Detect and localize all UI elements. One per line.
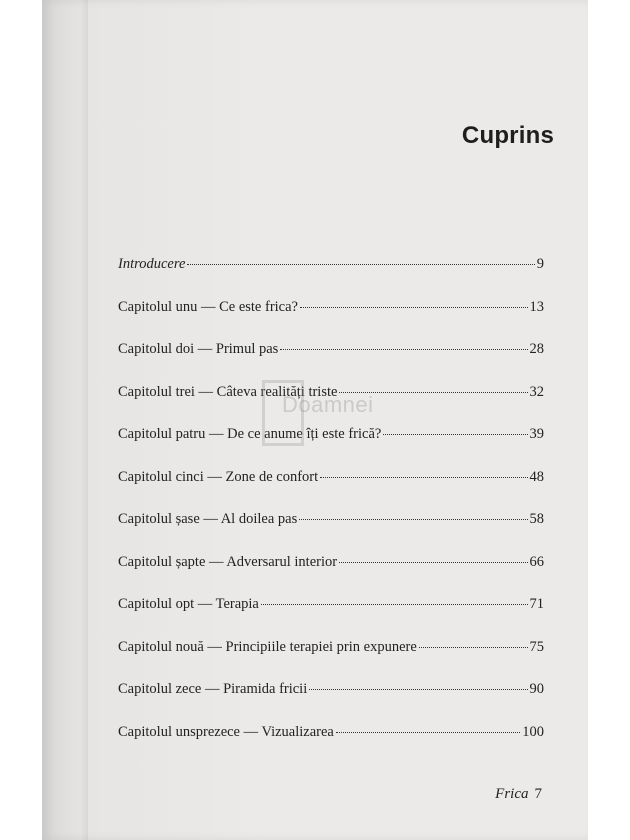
toc-entry-page: 32	[529, 383, 544, 400]
toc-entry	[118, 256, 544, 299]
toc-entry-page: 66	[529, 553, 544, 570]
toc-entry	[118, 639, 544, 682]
toc-dot-leader	[300, 307, 528, 308]
toc-entry-label: Capitolul trei — Câteva realități triste	[118, 383, 338, 400]
toc-entry-page: 58	[529, 511, 544, 527]
toc-entry-page: 75	[529, 638, 544, 655]
watermark	[258, 378, 374, 450]
toc-dot-leader	[187, 264, 534, 265]
toc-entry-label: Capitolul opt — Terapia	[118, 596, 259, 612]
toc-entry-page: 13	[529, 298, 544, 315]
toc-entry	[118, 596, 544, 639]
page-fold-shadow	[80, 0, 88, 840]
watermark-text: Doamnei	[282, 392, 374, 417]
toc-entry-label: Capitolul patru — De ce anume îți este frică?	[118, 426, 382, 442]
page-number: 7	[534, 786, 542, 802]
toc-entry-label: Capitolul unsprezece — Vizualizarea	[118, 723, 334, 740]
toc-entry-label: Capitolul nouă — Principiile terapiei prin expunere	[118, 638, 417, 655]
toc-dot-leader	[336, 732, 520, 733]
toc-entry-label: Capitolul unu — Ce este frica?	[118, 298, 298, 315]
toc-entry	[118, 511, 544, 554]
toc-entry-page: 100	[522, 723, 544, 740]
toc-entry-page: 39	[529, 426, 544, 442]
toc-entry-page: 90	[529, 681, 544, 697]
toc-dot-leader	[261, 604, 528, 605]
toc-entry-label: Capitolul zece — Piramida fricii	[118, 681, 308, 697]
table-of-contents	[118, 256, 544, 766]
page-title: Cuprins	[461, 122, 554, 149]
toc-entry	[118, 554, 544, 597]
toc-entry-label: Capitolul șase — Al doilea pas	[118, 511, 298, 527]
toc-entry	[118, 299, 544, 342]
toc-entry-page: 48	[529, 468, 544, 485]
running-title: Frica	[495, 786, 529, 802]
toc-entry-label: Capitolul șapte — Adversarul interior	[118, 553, 338, 570]
page-gutter	[0, 0, 46, 840]
toc-entry-page: 9	[536, 256, 544, 272]
toc-dot-leader	[419, 647, 528, 648]
right-margin	[588, 0, 630, 840]
toc-entry	[118, 724, 544, 767]
toc-entry-page: 71	[529, 596, 544, 612]
toc-dot-leader	[339, 562, 527, 563]
toc-dot-leader	[280, 349, 527, 350]
toc-entry-label: Introducere	[118, 256, 186, 272]
toc-entry-page: 28	[529, 341, 544, 357]
toc-dot-leader	[299, 519, 527, 520]
toc-dot-leader	[309, 689, 527, 690]
toc-entry	[118, 469, 544, 512]
toc-entry	[118, 681, 544, 724]
toc-entry-label: Capitolul cinci — Zone de confort	[118, 468, 319, 485]
toc-entry-label: Capitolul doi — Primul pas	[118, 341, 279, 357]
toc-dot-leader	[383, 434, 527, 435]
toc-dot-leader	[320, 477, 527, 478]
page-footer	[495, 786, 542, 803]
